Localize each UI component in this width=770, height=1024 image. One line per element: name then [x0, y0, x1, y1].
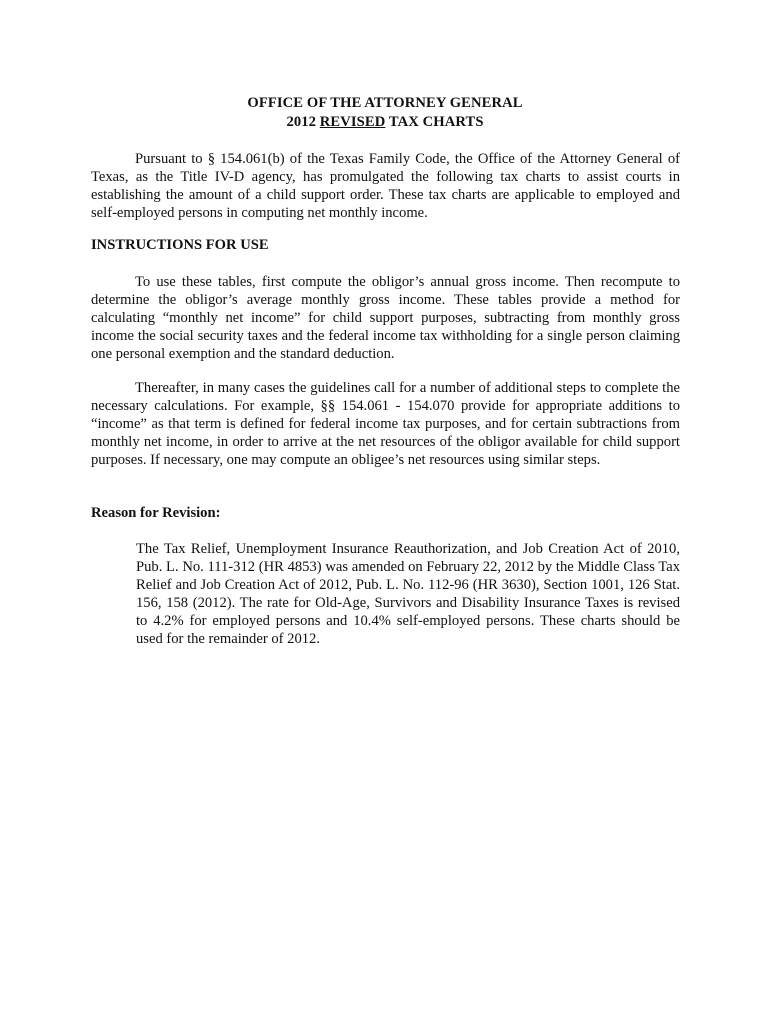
intro-paragraph: Pursuant to § 154.061(b) of the Texas Family Code, the Office of the Attorney General of Texas, as the Title IV-D agency, has promulgated the following tax charts to assist courts in establishing the amount of a child support order. These tax charts are applicable to employed and self-employed persons in computing net monthly income.: [91, 151, 680, 221]
document-title: [0, 94, 770, 112]
document-subtitle: [0, 113, 770, 131]
revision-heading: Reason for Revision:: [91, 505, 221, 521]
instructions-paragraph-1: To use these tables, first compute the obligor’s annual gross income. Then recompute to determine the obligor’s average monthly gross income. These tables provide a method for calculating “monthly net income” for child support purposes, subtracting from monthly gross income the social security taxes and the federal income tax withholding for a single person claiming one personal exemption and the standard deduction.: [91, 274, 680, 362]
instructions-paragraph-2: Thereafter, in many cases the guidelines call for a number of additional steps to complete the necessary calculations. For example, §§ 154.061 - 154.070 provide for appropriate additions to “income” as that term is defined for federal income tax purposes, and for certain subtractions from monthly net income, in order to arrive at the net resources of the obligor available for child support purposes. If necessary, one may compute an obligee’s net resources using similar steps.: [91, 380, 680, 468]
subtitle-revised-emphasis: REVISED: [319, 114, 386, 130]
subtitle-suffix: TAX CHARTS: [385, 114, 484, 130]
revision-paragraph: The Tax Relief, Unemployment Insurance Reauthorization, and Job Creation Act of 2010, Pub. L. No. 111-312 (HR 4853) was amended on February 22, 2012 by the Middle Class Tax Relief and Job Creation Act of 2012, Pub. L. No. 112-96 (HR 3630), Section 1001, 126 Stat. 156, 158 (2012). The rate for Old-Age, Survivors and Disability Insurance Taxes is revised to 4.2% for employed persons and 10.4% self-employed persons. These charts should be used for the remainder of 2012.: [136, 541, 680, 647]
title-line-1-text: OFFICE OF THE ATTORNEY GENERAL: [247, 95, 523, 111]
instructions-heading: INSTRUCTIONS FOR USE: [91, 237, 269, 253]
subtitle-year: 2012: [286, 114, 320, 130]
